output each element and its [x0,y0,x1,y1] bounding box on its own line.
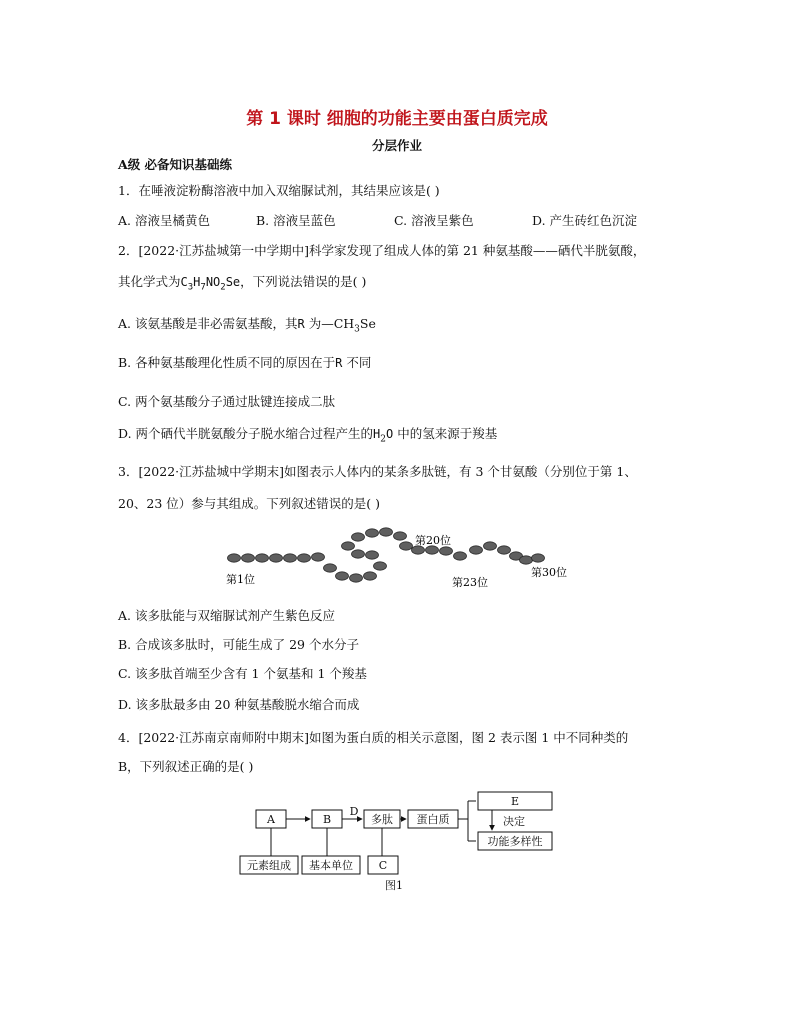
amino-acid-residue [366,529,379,537]
q2-stem-line1: 2．[2022·江苏盐城第一中学期中]科学家发现了组成人体的第 21 种氨基酸——硒代半胱氨酸， [118,243,646,258]
protein-flow-diagram [230,788,570,893]
amino-acid-residue [364,572,377,580]
amino-acid-residue [350,574,363,582]
label-position-1: 第1位 [226,573,255,586]
box-b-label: B [322,813,332,826]
amino-acid-residue [380,528,393,536]
q2-stem-line2: 其化学式为$C_3H_7NO_2Se$，下列说法错误的是( ) [118,274,367,293]
amino-acid-residue [426,546,439,554]
amino-acid-residue [270,554,283,562]
q3-option-c: C. 该多肽首端至少含有 1 个氨基和 1 个羧基 [118,666,367,681]
amino-acid-residue [256,554,269,562]
box-c-label: C [378,859,388,872]
amino-acid-residue [342,542,355,550]
amino-acid-residue [454,552,467,560]
q3-option-b: B. 合成该多肽时，可能生成了 29 个水分子 [118,637,359,652]
amino-acid-residue [336,572,349,580]
label-position-20: 第20位 [415,534,451,547]
amino-acid-residue [242,554,255,562]
q2-option-d: D. 两个硒代半胱氨酸分子脱水缩合过程产生的$H_2O$ 中的氢来源于羧基 [118,426,498,445]
q3-stem-line2: 20、23 位）参与其组成。下列叙述错误的是( ) [118,496,381,511]
amino-acid-residue [284,554,297,562]
arrow-d-label: D [349,805,359,818]
amino-acid-residue [374,562,387,570]
page-subtitle: 分层作业 [371,138,422,153]
amino-acid-residue [400,542,413,550]
q4-stem-line2: B，下列叙述正确的是( ) [118,759,254,774]
amino-acid-residue [352,533,365,541]
section-heading: A级 必备知识基础练 [118,157,233,172]
q3-option-d: D. 该多肽最多由 20 种氨基酸脱水缩合而成 [118,697,360,712]
chem-formula: $C_3H_7NO_2Se$ [180,275,241,293]
amino-acid-residue [440,547,453,555]
figure-caption: 图1 [385,879,403,892]
amino-acid-residue [470,546,483,554]
amino-acid-residue [498,546,511,554]
label-position-23: 第23位 [452,576,488,589]
q3-option-a: A. 该多肽能与双缩脲试剂产生紫色反应 [118,608,335,623]
box-peptide-label: 多肽 [371,813,393,826]
amino-acid-residue [324,564,337,572]
amino-acid-residue [394,532,407,540]
amino-acid-residue [412,546,425,554]
box-e-label: E [510,795,520,808]
box-elements-label: 元素组成 [247,859,291,872]
amino-acid-residue [228,554,241,562]
amino-acid-residue [352,550,365,558]
q2-option-b: B. 各种氨基酸理化性质不同的原因在于R 不同 [118,355,372,370]
q1-option-d: D. 产生砖红色沉淀 [532,213,638,228]
amino-acid-residue [520,556,533,564]
q1-option-b: B. 溶液呈蓝色 [256,213,336,228]
page-title: 第 1 课时 细胞的功能主要由蛋白质完成 [246,109,548,129]
box-unit-label: 基本单位 [309,859,353,872]
q3-stem-line1: 3．[2022·江苏盐城中学期末]如图表示人体内的某条多肽链，有 3 个甘氨酸（分别位于第 1、 [118,464,637,479]
amino-acid-residue [366,551,379,559]
amino-acid-residue [484,542,497,550]
box-protein-label: 蛋白质 [416,813,450,826]
amino-acid-residue [298,554,311,562]
q2-option-a: A. 该氨基酸是非必需氨基酸，其R 为$—CH_3Se$ [118,316,376,335]
box-a-label: A [267,813,275,826]
q2-option-c: C. 两个氨基酸分子通过肽键连接成二肽 [118,394,336,409]
amino-acid-residue [532,554,545,562]
q1-option-a: A. 溶液呈橘黄色 [118,213,210,228]
polypeptide-chain-figure [220,520,580,595]
box-diversity-label: 功能多样性 [487,835,543,848]
amino-acid-residue [312,553,325,561]
q4-stem-line1: 4．[2022·江苏南京南师附中期末]如图为蛋白质的相关示意图，图 2 表示图 1 中不同种类的 [118,730,629,745]
decide-label: 决定 [503,815,525,828]
q1-stem: 1．在唾液淀粉酶溶液中加入双缩脲试剂，其结果应该是( ) [118,183,440,198]
label-position-30: 第30位 [531,566,567,579]
q1-option-c: C. 溶液呈紫色 [394,213,474,228]
